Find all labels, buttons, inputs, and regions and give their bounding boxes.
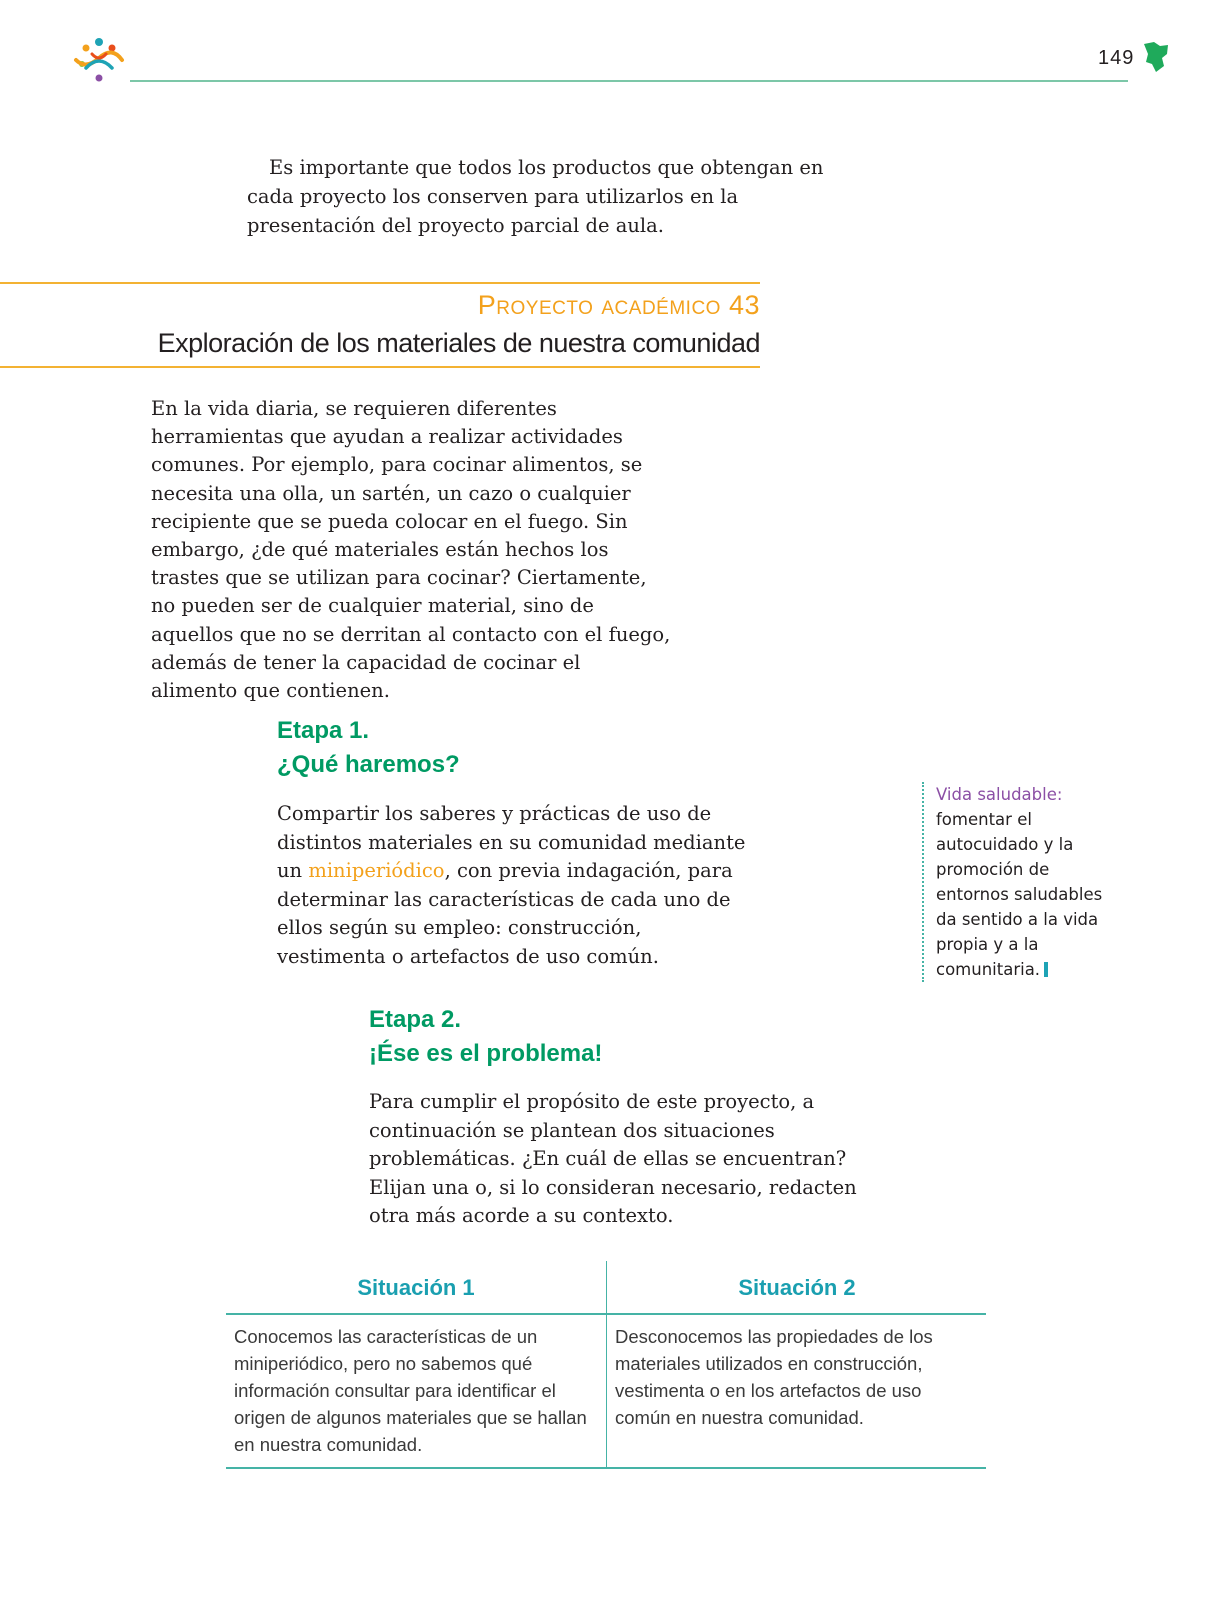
stage-2-text: Para cumplir el propósito de este proyecto, a continuación se plantean dos situaciones problemáticas. ¿En cuál de ellas se encuentran? Elijan una o, si lo consideran necesario, redacten otra más acorde a su contexto. xyxy=(369,1090,857,1227)
sidebar-note xyxy=(922,782,1106,982)
situation-2-text: Desconocemos las propiedades de los materiales utilizados en construcción, vestimenta o en los artefactos de uso común en nuestra comunidad. xyxy=(615,1326,933,1428)
map-region-icon xyxy=(1140,40,1170,74)
glossary-term-miniperiodico: miniperiódico xyxy=(308,859,445,882)
stage-1-text xyxy=(277,800,747,971)
project-band-top-rule xyxy=(0,282,760,284)
page-number: 149 xyxy=(1098,47,1135,69)
stage-2-number: Etapa 2. xyxy=(369,1006,462,1033)
stage-2-question: ¡Ése es el problema! xyxy=(369,1040,603,1067)
body-paragraph: En la vida diaria, se requieren diferentes herramientas que ayudan a realizar actividades comunes. Por ejemplo, para cocinar alimentos, se necesita una olla, un sartén, un cazo o cualquier recipiente que se pueda colocar en el fuego. Sin embargo, ¿de qué materiales están hechos los trastes que se utilizan para cocinar? Ciertamente, no pueden ser de cualquier material, sino de aquellos que no se derritan al contacto con el fuego, además de tener la capacidad de cocinar el alimento que contienen. xyxy=(151,397,671,703)
stage-1-text-before: Compartir los saberes y prácticas de uso de distintos materiales en su comunidad mediante un xyxy=(277,802,746,882)
sidebar-title: Vida saludable: xyxy=(936,785,1063,804)
situation-1-column xyxy=(226,1261,606,1467)
stage-1-heading xyxy=(277,714,460,782)
header-rule xyxy=(130,80,1128,82)
stage-1-text-after: , con previa indagación, para determinar las características de cada uno de ellos según su empleo: construcción, vestimenta o artefactos de uso común. xyxy=(277,859,733,968)
end-marker-icon xyxy=(1044,962,1048,977)
intro-paragraph: Es importante que todos los productos que obtengan en cada proyecto los conserven para utilizarlos en la presentación del proyecto parcial de aula. xyxy=(247,156,824,237)
stage-1-question: ¿Qué haremos? xyxy=(277,751,460,778)
situations-bottom-rule xyxy=(226,1467,986,1469)
situations-table xyxy=(226,1261,986,1467)
situation-2-column xyxy=(606,1261,987,1467)
project-band-bottom-rule xyxy=(0,366,760,368)
stage-1-number: Etapa 1. xyxy=(277,717,370,744)
situation-1-heading: Situación 1 xyxy=(357,1275,475,1300)
series-logo-icon xyxy=(72,34,126,84)
situation-1-text: Conocemos las características de un miniperiódico, pero no sabemos qué información consultar para identificar el origen de algunos materiales que se hallan en nuestra comunidad. xyxy=(234,1326,587,1455)
situations-header-rule xyxy=(226,1313,986,1315)
sidebar-text: fomentar el autocuidado y la promoción de entornos saludables da sentido a la vida propia y a la comunitaria. xyxy=(936,810,1103,979)
project-label: Proyecto académico 43 xyxy=(477,290,760,320)
stage-2-heading xyxy=(369,1003,602,1071)
project-title: Exploración de los materiales de nuestra comunidad xyxy=(157,328,760,358)
situation-2-heading: Situación 2 xyxy=(738,1275,856,1300)
